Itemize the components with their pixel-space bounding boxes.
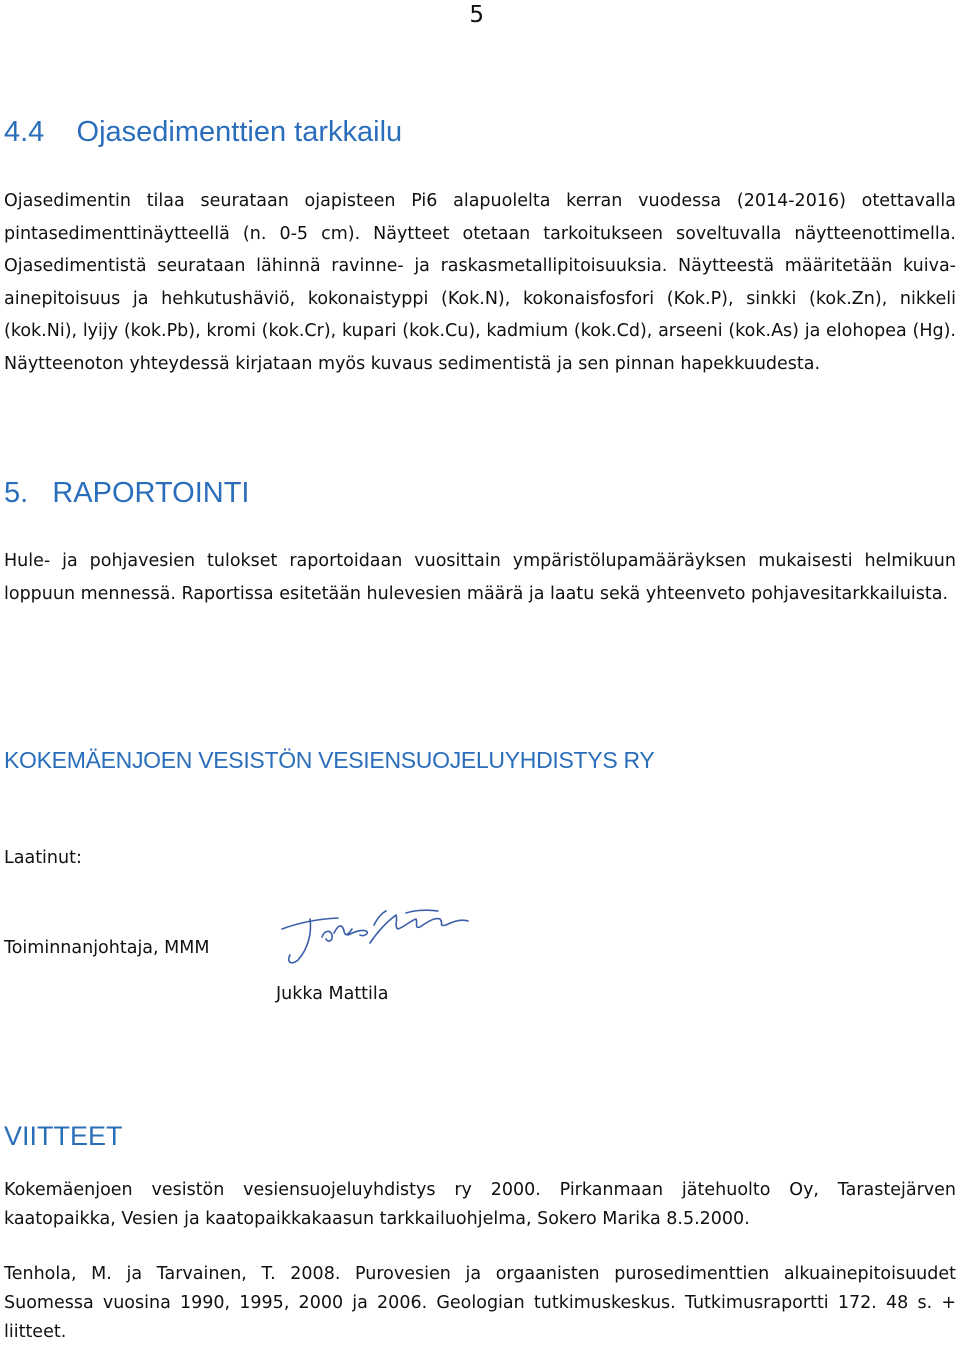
organization-name: KOKEMÄENJOEN VESISTÖN VESIENSUOJELUYHDISTYS RY (4, 747, 655, 773)
page-number: 5 (469, 2, 484, 28)
signer-name: Jukka Mattila (276, 984, 389, 1004)
section-heading-ojasedimentit: 4.4 Ojasedimenttien tarkkailu (4, 116, 403, 148)
signer-title: Toiminnanjohtaja, MMM (4, 938, 210, 958)
paragraph-ojasedimentit: Ojasedimentin tilaa seurataan ojapisteen Pi6 alapuolelta kerran vuodessa (2014-2016) otettavalla pintasedimenttinäytteellä (n. 0-5 cm). Näytteet otetaan tarkoitukseen soveltuvalla näytteenottimella. Ojasedimentistä seurataan lähinnä ravinne- ja raskasmetallipitoisuuksia. Näytteestä määritetään kuiva-ainepitoisuus ja hehkutushäviö, kokonaistyppi (Kok.N), kokonaisfosfori (Kok.P), sinkki (kok.Zn), nikkeli (kok.Ni), lyijy (kok.Pb), kromi (kok.Cr), kupari (kok.Cu), kadmium (kok.Cd), arseeni (kok.As) ja elohopea (Hg). Näytteenoton yhteydessä kirjataan myös kuvaus sedimentistä ja sen pinnan hapekkuudesta. (4, 191, 956, 374)
reference-item: Tenhola, M. ja Tarvainen, T. 2008. Purovesien ja orgaanisten purosedimenttien alkuainepitoisuudet Suomessa vuosina 1990, 1995, 2000 ja 2006. Geologian tutkimuskeskus. Tutkimusraportti 172. 48 s. + liitteet. (4, 1264, 956, 1342)
paragraph-raportointi: Hule- ja pohjavesien tulokset raportoidaan vuosittain ympäristölupamääräyksen mukaisesti helmikuun loppuun mennessä. Raportissa esitetään hulevesien määrä ja laatu sekä yhteenveto pohjavesitarkkailuista. (4, 551, 956, 604)
handwritten-signature (278, 905, 473, 970)
references-heading: VIITTEET (4, 1121, 123, 1151)
reference-item: Kokemäenjoen vesistön vesiensuojeluyhdistys ry 2000. Pirkanmaan jätehuolto Oy, Tarastejärven kaatopaikka, Vesien ja kaatopaikkakaasun tarkkailuohjelma, Sokero Marika 8.5.2000. (4, 1180, 956, 1229)
prepared-by-label: Laatinut: (4, 848, 82, 868)
section-heading-raportointi: 5. RAPORTOINTI (4, 477, 250, 509)
